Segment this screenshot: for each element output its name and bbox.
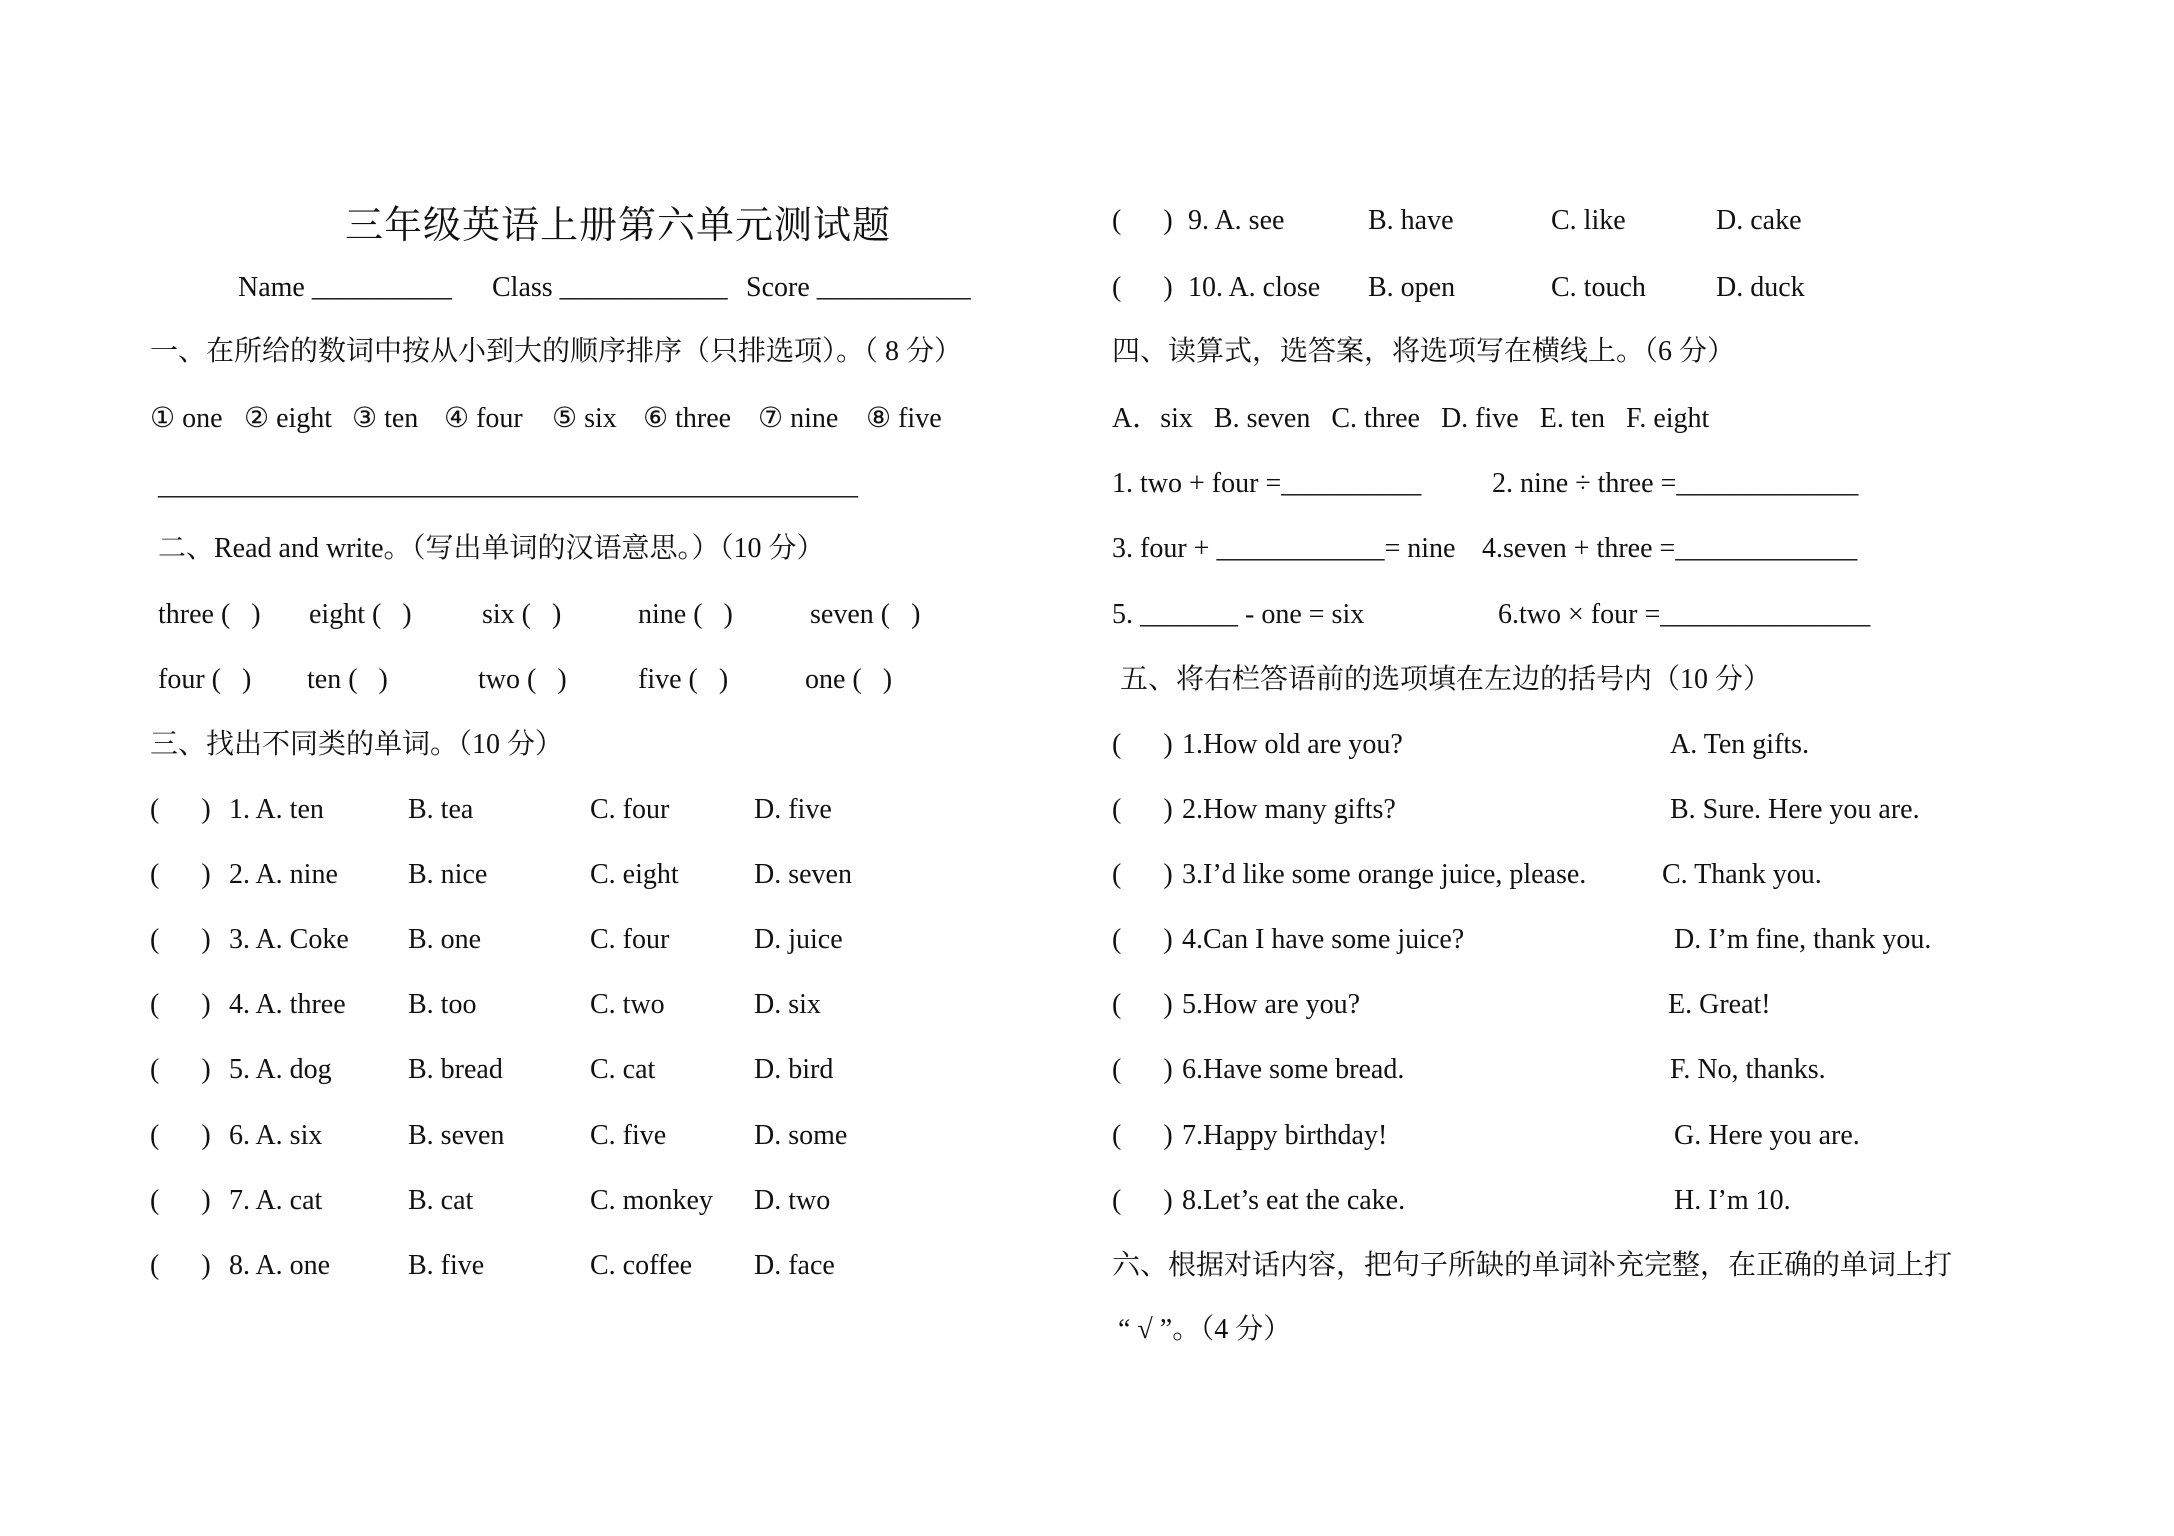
option-d: D. bird [754,1054,834,1085]
option-c: C. four [590,794,670,825]
section-5-heading: 五、将右栏答语前的选项填在左边的括号内（10 分） [1120,664,1772,695]
number-item-1: ① one [150,403,223,434]
dialogue-question: 8.Let’s eat the cake. [1182,1185,1406,1216]
word-ten: ten ( ) [307,664,388,695]
section-1-heading: 一、在所给的数词中按从小到大的顺序排序（只排选项）。（ 8 分） [150,336,963,367]
dialogue-answer: B. Sure. Here you are. [1670,794,1920,825]
option-a: 10. A. close [1188,272,1321,303]
word-four: four ( ) [158,664,252,695]
answer-bracket: ( ) [150,989,211,1020]
dialogue-answer: H. I’m 10. [1674,1185,1791,1216]
option-a: 8. A. one [229,1250,331,1281]
answer-bracket: ( ) [1112,1054,1173,1085]
answer-bracket: ( ) [1112,272,1173,303]
answer-bracket: ( ) [1112,1120,1173,1151]
section-4-heading: 四、读算式，选答案，将选项写在横线上。（6 分） [1112,336,1736,367]
number-item-8: ⑧ five [866,403,942,434]
option-a: 4. A. three [229,989,346,1020]
page-title: 三年级英语上册第六单元测试题 [345,203,892,247]
equation-2: 2. nine ÷ three =_____________ [1492,468,1859,499]
option-c: C. eight [590,859,679,890]
dialogue-answer: A. Ten gifts. [1670,729,1810,760]
option-d: D. seven [754,859,852,890]
answer-bracket: ( ) [150,794,211,825]
section-6-heading: 六、根据对话内容，把句子所缺的单词补充完整，在正确的单词上打 [1112,1250,1953,1281]
answer-bracket: ( ) [150,924,211,955]
dialogue-answer: F. No, thanks. [1670,1054,1826,1085]
option-a: 3. A. Coke [229,924,349,955]
option-d: D. face [754,1250,835,1281]
option-a: 5. A. dog [229,1054,332,1085]
answer-bracket: ( ) [1112,794,1173,825]
option-c: C. like [1551,205,1626,236]
dialogue-answer: D. I’m fine, thank you. [1674,924,1932,955]
option-d: D. five [754,794,832,825]
number-item-7: ⑦ nine [758,403,839,434]
option-a: 2. A. nine [229,859,338,890]
number-item-3: ③ ten [352,403,419,434]
option-d: D. cake [1716,205,1802,236]
option-b: B. seven [408,1120,505,1151]
option-c: C. five [590,1120,667,1151]
option-b: B. have [1368,205,1454,236]
word-five: five ( ) [638,664,729,695]
equation-4: 4.seven + three =_____________ [1482,533,1858,564]
answer-bracket: ( ) [1112,205,1173,236]
option-b: B. cat [408,1185,474,1216]
option-c: C. two [590,989,665,1020]
word-six: six ( ) [482,599,562,630]
answer-line: __________________________________________________ [158,470,858,501]
word-seven: seven ( ) [810,599,921,630]
answer-options: A．six B. seven C. three D. five E. ten F. eight [1112,403,1710,434]
option-d: D. duck [1716,272,1805,303]
score-field: Score ___________ [746,272,971,303]
word-eight: eight ( ) [309,599,412,630]
answer-bracket: ( ) [150,859,211,890]
dialogue-question: 6.Have some bread. [1182,1054,1405,1085]
option-b: B. one [408,924,482,955]
equation-5: 5. _______ - one = six [1112,599,1365,630]
dialogue-answer: G. Here you are. [1674,1120,1860,1151]
word-three: three ( ) [158,599,261,630]
option-a: 6. A. six [229,1120,323,1151]
answer-bracket: ( ) [1112,859,1173,890]
option-a: 9. A. see [1188,205,1285,236]
section-2-heading: 二、Read and write。（写出单词的汉语意思。）（10 分） [158,533,825,564]
dialogue-question: 3.I’d like some orange juice, please. [1182,859,1587,890]
section-6-heading-cont: “ √ ”。（4 分） [1118,1314,1292,1345]
section-3-heading: 三、找出不同类的单词。（10 分） [150,729,564,760]
word-one: one ( ) [805,664,893,695]
option-b: B. open [1368,272,1456,303]
option-b: B. too [408,989,477,1020]
answer-bracket: ( ) [1112,729,1173,760]
option-b: B. five [408,1250,485,1281]
option-a: 7. A. cat [229,1185,323,1216]
option-b: B. nice [408,859,488,890]
option-c: C. cat [590,1054,656,1085]
option-d: D. some [754,1120,848,1151]
option-d: D. juice [754,924,843,955]
dialogue-question: 7.Happy birthday! [1182,1120,1388,1151]
answer-bracket: ( ) [150,1120,211,1151]
equation-3: 3. four + ____________= nine [1112,533,1456,564]
option-b: B. bread [408,1054,503,1085]
option-d: D. two [754,1185,831,1216]
answer-bracket: ( ) [1112,924,1173,955]
dialogue-answer: C. Thank you. [1662,859,1822,890]
word-two: two ( ) [478,664,567,695]
dialogue-answer: E. Great! [1668,989,1771,1020]
number-item-5: ⑤ six [552,403,617,434]
number-item-2: ② eight [244,403,333,434]
dialogue-question: 2.How many gifts? [1182,794,1396,825]
answer-bracket: ( ) [150,1054,211,1085]
option-c: C. coffee [590,1250,693,1281]
number-item-6: ⑥ three [643,403,732,434]
answer-bracket: ( ) [150,1250,211,1281]
word-nine: nine ( ) [638,599,733,630]
dialogue-question: 1.How old are you? [1182,729,1403,760]
option-a: 1. A. ten [229,794,324,825]
class-field: Class ____________ [492,272,728,303]
answer-bracket: ( ) [150,1185,211,1216]
option-b: B. tea [408,794,474,825]
equation-6: 6.two × four =_______________ [1498,599,1871,630]
option-d: D. six [754,989,821,1020]
name-field: Name __________ [238,272,452,303]
dialogue-question: 4.Can I have some juice? [1182,924,1465,955]
option-c: C. four [590,924,670,955]
option-c: C. monkey [590,1185,713,1216]
number-item-4: ④ four [444,403,523,434]
option-c: C. touch [1551,272,1646,303]
answer-bracket: ( ) [1112,1185,1173,1216]
answer-bracket: ( ) [1112,989,1173,1020]
dialogue-question: 5.How are you? [1182,989,1361,1020]
equation-1: 1. two + four =__________ [1112,468,1422,499]
